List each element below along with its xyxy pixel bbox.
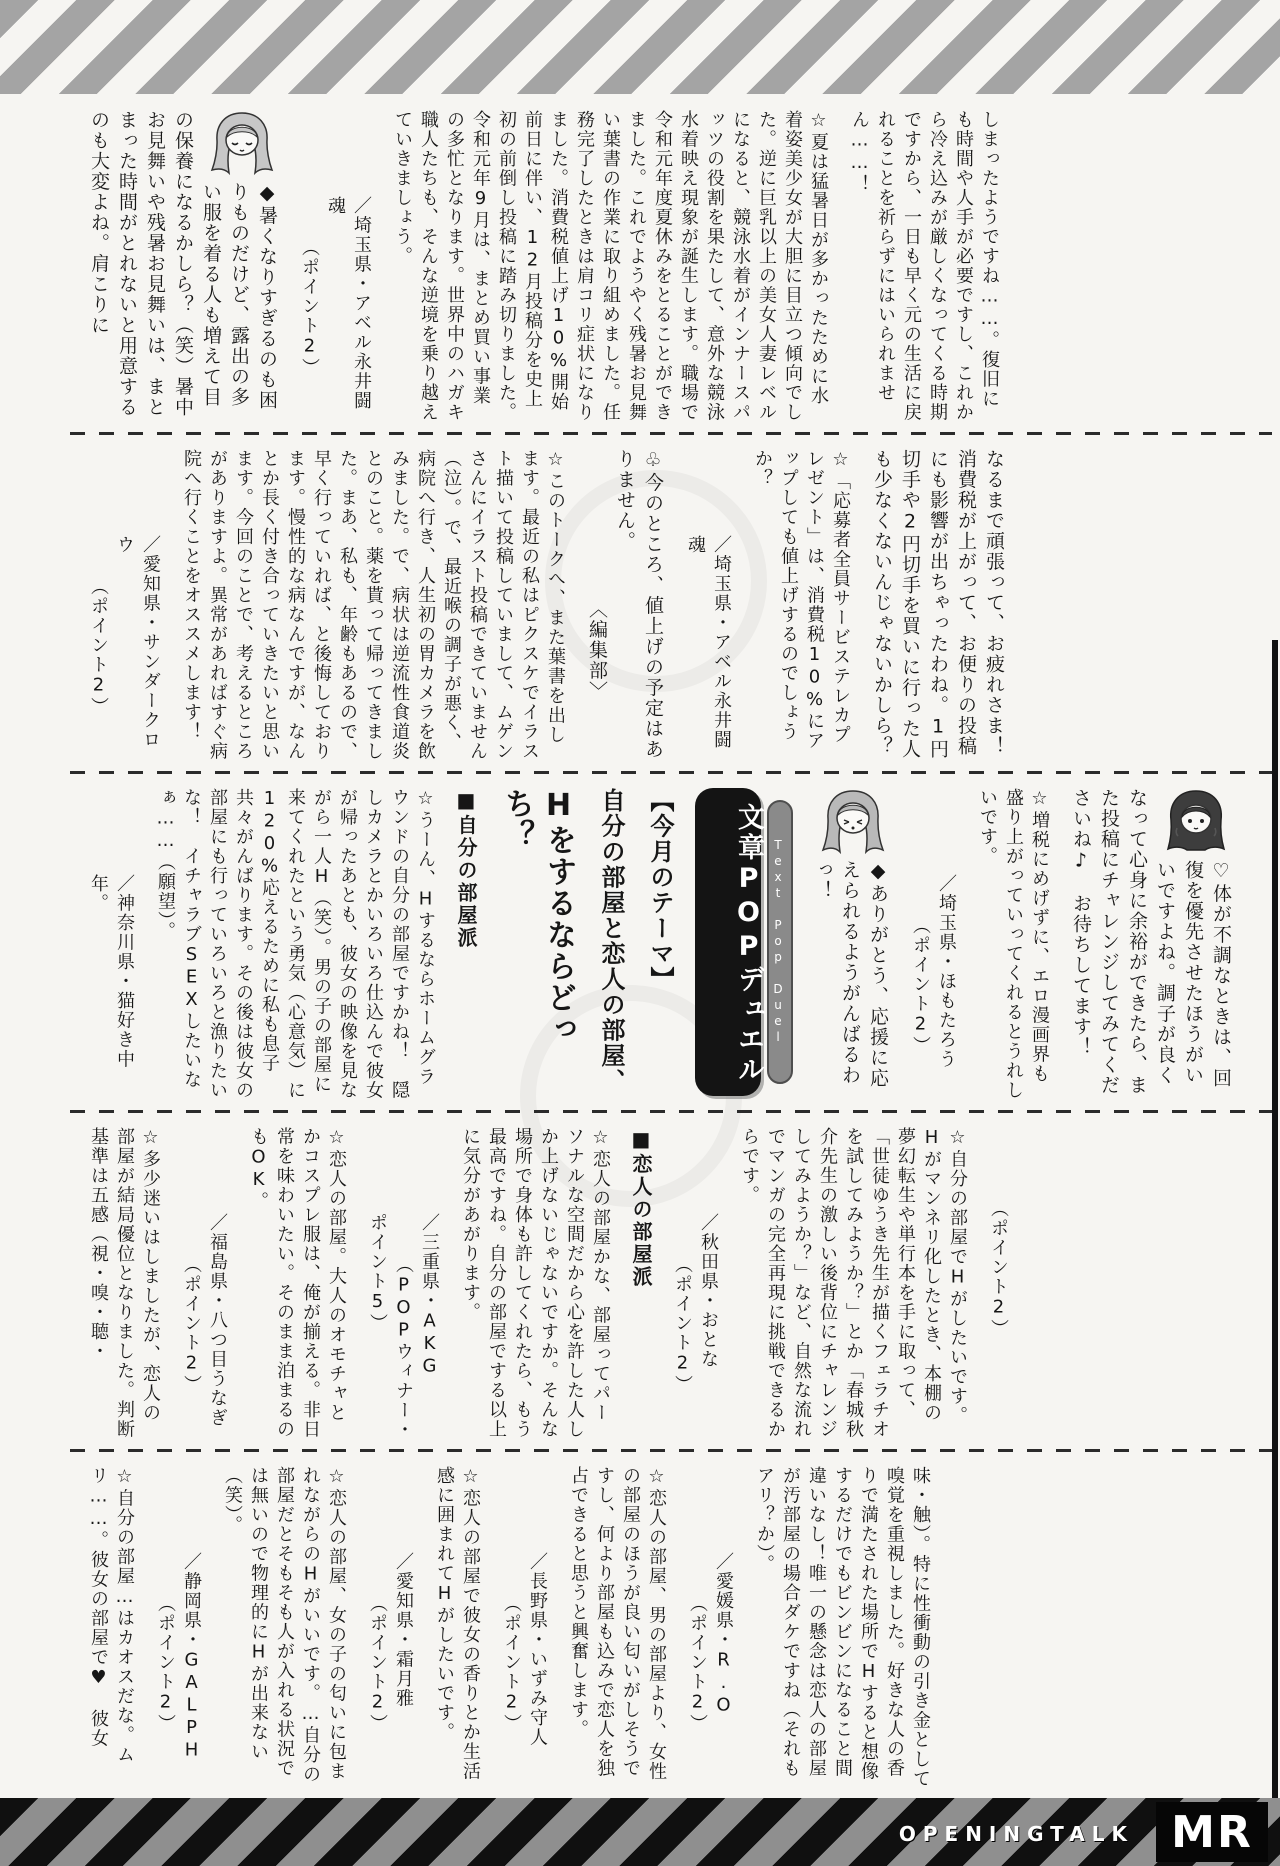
letter-signature: ／三重県・AKG （POPウィナー・ポイント5）: [367, 1213, 440, 1440]
section-header-own-room: ■自分の部屋派: [454, 788, 478, 950]
reader-letter: ☆うーん、Hするならホームグラウンドの自分の部屋ですかね！ 隠しカメラとかいろいろ仕込んで彼女が帰ったあとも、彼女の映像を見ながら一人H（笑）。男の子の部屋に来てくれたという勇気（心意気）に120%応えるために私も息子共々がんばります。その後は彼女の部屋にも行っていろいろと漁りたいな！ イチャラブSEXしたいなぁ……（願望）。: [155, 788, 436, 1100]
duel-logo-title: 文章POPデュエル: [695, 788, 761, 1096]
letters-band-2: [70, 435, 1010, 771]
footer-section-title: OPENINGTALK: [898, 1822, 1134, 1846]
monthly-theme-line2: Hをするならどっち？: [499, 788, 576, 1045]
editor-reply: ◆ありがとう、応援に応えられるようがんばるわっ！: [808, 788, 892, 1102]
page-edge-line: [1272, 640, 1278, 1800]
duel-logo-badge: [689, 788, 793, 1096]
editor-reply: ♧今のところ、値上げの予定はありません。 〈編集部〉: [586, 449, 664, 760]
letter-signature: ／愛知県・サンダークロウ （ポイント2）: [88, 535, 161, 750]
top-stripe-border: [0, 0, 1280, 96]
text-pop-duel-header: [495, 788, 793, 1102]
editor-reply: ♡体が不調なときは、回復を優先させたほうがいいですよね。調子が良くなって心身に余裕ができたら、また投稿にチャレンジしてみてくださいね♪ お待ちしてます！: [1070, 788, 1232, 1096]
letters-band-5: [70, 1452, 935, 1804]
duel-logo-subtitle: Text Pop Duel: [767, 800, 793, 1084]
letter-signature: ／愛知県・霜月雅 （ポイント2）: [367, 1552, 414, 1734]
editor-reply-continuation: なるまで頑張って、お疲れさま！消費税が上がって、お便りの投稿にも影響が出ちゃったわね。1円切手や2円切手を買いに行った人も少なくないんじゃないかしら？: [871, 449, 1005, 760]
editorial-credit: 〈編集部〉: [586, 599, 608, 702]
reader-letter: ☆「応募者全員サービステレカプレゼント」は、消費税10%にアップしても値上げするのでしょうか？: [752, 449, 851, 751]
reader-letter: ☆自分の部屋…はカオスだな。ムリ……。彼女の部屋で♥ 彼女: [88, 1466, 135, 1765]
reader-letter: ☆恋人の部屋、女の子の匂いに包まれながらのHがいいです。…自分の部屋だとそもそも人が入れる状況では無いので物理的にHが出来ない（笑）。: [222, 1466, 347, 1784]
letter-signature: ／福島県・八つ目うなぎ （ポイント2）: [181, 1213, 228, 1428]
reader-letter: ☆自分の部屋でHがしたいです。Hがマンネリ化したとき、本棚の夢幻転生や単行本を手に取って、「世徒ゆうき先生が描くフェラチオを試してみようか？」とか「春城秋介先生の激しい後背位にチャレンジしてみようか？」など、自然な流れでマンガの完全再現に挑戦できるからです。: [739, 1127, 968, 1439]
letters-band-4: [70, 1113, 1013, 1449]
letter-signature: ／秋田県・おとな （ポイント2）: [672, 1213, 719, 1395]
letter-points: （ポイント2）: [988, 1199, 1009, 1339]
monthly-theme-label: 【今月のテーマ】: [646, 788, 674, 992]
letter-signature: ／埼玉県・ほもたろう （ポイント2）: [910, 874, 957, 1069]
editor-reply-continuation: しまったようですね……。復旧にも時間や人手が必要ですし、これから冷え込みが厳しくなってくる時期ですから、一日も早く元の生活に戻れることを祈らずにはいられません……！: [849, 110, 1000, 422]
monthly-theme-line1: 自分の部屋と恋人の部屋、: [597, 788, 625, 1094]
reader-letter: ☆このトークへ、また葉書を出します。最近の私はピクスケでイラスト描いて投稿していまして、ムゲンさんにイラスト投稿できていません（泣）。で、最近喉の調子が悪く、病院へ行き、人生初の胃カメラを飲みました。で、病状は逆流性食道炎とのこと。薬を貰って帰ってきました。まあ、私も、年齢もあるので、早く行っていれば、と後悔しております。慢性的な病なんですが、なんとか長く付き合っていきたいと思います。今回のことで、考えるところがありますよ。異常があればすぐ病院へ行くことをオススメします！: [181, 449, 566, 761]
editor-girl-icon: [205, 110, 279, 176]
letter-signature: ／愛媛県・R.O （ポイント2）: [687, 1552, 734, 1734]
reader-letter: ☆増税にめげずに、エロ漫画界も盛り上がっていってくれるとうれしいです。: [977, 788, 1050, 1100]
letters-band-3: [70, 774, 1237, 1110]
editor-girl-dark-hair-icon: [1159, 788, 1233, 854]
section-header-lovers-room: ■恋人の部屋派: [629, 1127, 653, 1289]
reader-letter: ☆恋人の部屋かな、部屋ってパーソナルな空間だから心を許した人しか上げないじゃないですか。そんな場所で身体も許してくれたら、もう最高ですね。自分の部屋でする以上に気分があがります。: [460, 1127, 611, 1439]
magazine-logo: MR: [1156, 1802, 1268, 1862]
reader-letter: ☆恋人の部屋で彼女の香りとか生活感に囲まれてHがしたいです。: [434, 1466, 481, 1781]
editor-girl-long-hair-icon: [816, 788, 890, 854]
reader-letter: ☆多少迷いはしましたが、恋人の部屋が結局優位となりました。判断基準は五感（視・嗅・聴・: [88, 1127, 161, 1439]
letter-signature: ／静岡県・GALPH （ポイント2）: [155, 1552, 202, 1762]
bottom-stripe-border: [0, 1798, 1280, 1866]
reader-letter: ☆恋人の部屋。大人のオモチャとかコスプレ服は、俺が揃える。非日常を味わいたい。そのまま泊まるのもOK。: [248, 1127, 347, 1439]
reader-letter-continuation: 味・触）。特に性衝動の引き金として嗅覚を重視しました。好きな人の香りで満たされた場所でHすると想像するだけでもビンビンになること間違いなし！唯一の懸念は恋人の部屋が汚部屋の場合ダケですね（それもアリ？か）。: [754, 1466, 931, 1789]
letter-signature: ／埼玉県・アベル永井闘魂: [685, 535, 732, 750]
reader-letter: ☆夏は猛暑日が多かったために水着姿美少女が大胆に目立つ傾向でした。逆に巨乳以上の美女人妻レベルになると、競泳水着がインナースパッツの役割を果たして、意外な競泳水着映え現象が誕生します。職場で令和元年度夏休みをとることができました。これでようやく残暑お見舞い葉書の作業に取り組めました。任務完了したときは肩コリ症状になりました。消費税値上げ10%開始前日に伴い、12月投稿分を史上初の前倒し投稿に踏み切りました。令和元年9月は、まとめ買い事業の多忙となります。世界中のハガキ職人たちも、そんな逆境を乗り越えていきましょう。: [392, 110, 829, 422]
letter-signature: ／神奈川県・猫好き中年。: [88, 874, 135, 1069]
reader-letter: ☆恋人の部屋、男の部屋より、女性の部屋のほうが良い匂いがしそうですし、何より部屋も込みで恋人を独占できると思うと興奮します。: [568, 1466, 667, 1781]
letter-signature: ／埼玉県・アベル永井闘魂 （ポイント2）: [299, 196, 372, 411]
letters-content: [70, 96, 1272, 1802]
editor-reply: ◆暑くなりすぎるのも困りものだけど、露出の多い服を着る人も増えて目の保養になるかしら？（笑）暑中お見舞いや残暑お見舞いは、まとまった時間がとれないと用意するのも大変よね。肩こりに: [88, 110, 278, 418]
letters-band-1: [70, 96, 1004, 432]
letter-signature: ／長野県・いずみ守人 （ポイント2）: [501, 1552, 548, 1747]
